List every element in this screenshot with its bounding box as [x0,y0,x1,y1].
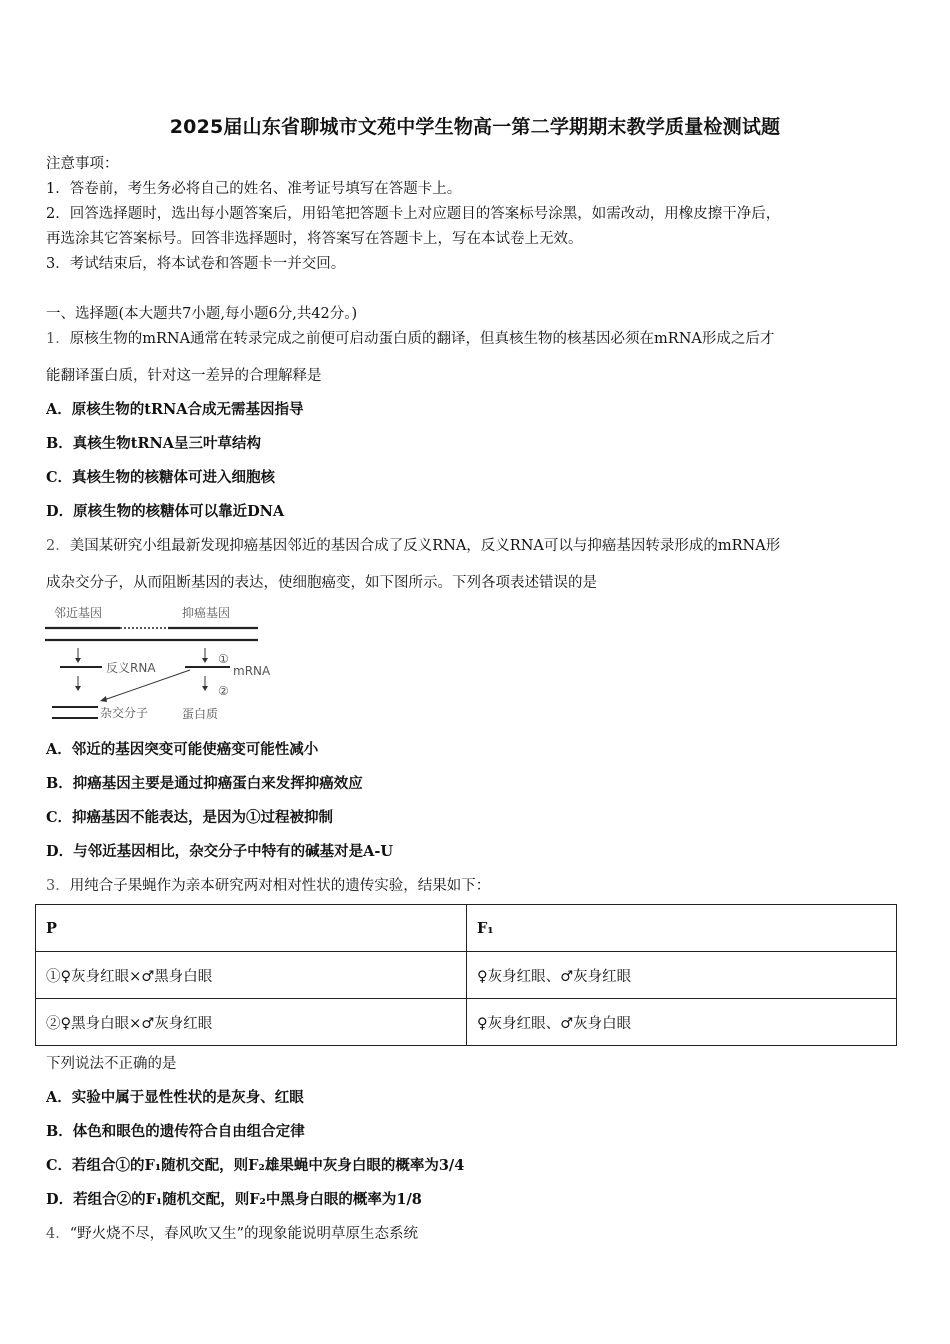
diagram-step-1: ① [218,652,229,666]
question-2-option-d[interactable]: D．与邻近基因相比，杂交分子中特有的碱基对是A-U [46,843,393,860]
question-2-option-a[interactable]: A．邻近的基因突变可能使癌变可能性减小 [46,741,319,758]
page-title: 2025届山东省聊城市文苑中学生物高一第二学期期末教学质量检测试题 [169,116,781,138]
question-1-option-b[interactable]: B．真核生物tRNA呈三叶草结构 [46,435,262,452]
arrowhead [100,696,107,702]
question-text: 美国某研究小组最新发现抑癌基因邻近的基因合成了反义RNA，反义RNA可以与抑癌基因转录形成的mRNA形 [69,538,781,554]
question-3-option-c[interactable]: C．若组合①的F₁随机交配，则F₂雄果蝇中灰身白眼的概率为3/4 [46,1157,465,1174]
table-header-cell: F₁ [467,905,897,952]
question-text: 用纯合子果蝇作为亲本研究两对相对性状的遗传实验，结果如下： [69,878,491,894]
question-1-stem-cont: 能翻译蛋白质，针对这一差异的合理解释是 [46,368,322,384]
diagram-label-neighbor-gene: 邻近基因 [54,606,103,620]
table-cell: ②♀黑身白眼×♂灰身红眼 [36,999,467,1046]
table-cell: ♀灰身红眼、♂灰身白眼 [467,999,897,1046]
notice-heading: 注意事项： [46,156,119,172]
question-3-option-a[interactable]: A．实验中属于显性性状的是灰身、红眼 [46,1089,304,1106]
question-3-prompt: 下列说法不正确的是 [46,1056,177,1072]
diagram-label-mrna: mRNA [233,664,271,678]
table-cell: ①♀灰身红眼×♂黑身白眼 [36,952,467,999]
question-2-stem-cont: 成杂交分子，从而阻断基因的表达，使细胞癌变，如下图所示。下列各项表述错误的是 [46,575,597,591]
diagram-label-antisense-rna: 反义RNA [106,661,156,675]
table-header-cell: P [36,905,467,952]
question-3-option-d[interactable]: D．若组合②的F₁随机交配，则F₂中黑身白眼的概率为1/8 [46,1191,422,1208]
table-header-row [36,905,897,952]
diagram-step-2: ② [218,684,229,698]
gene-expression-diagram [40,600,300,728]
table-row [36,952,897,999]
section-heading: 一、选择题(本大题共7小题,每小题6分,共42分。) [46,306,358,322]
notice-item: 1．答卷前，考生务必将自己的姓名、准考证号填写在答题卡上。 [46,181,462,197]
question-1-stem [46,327,774,348]
notice-item: 3．考试结束后，将本试卷和答题卡一并交回。 [46,256,346,272]
question-2-option-c[interactable]: C．抑癌基因不能表达，是因为①过程被抑制 [46,809,334,826]
notice-item: 再选涂其它答案标号。回答非选择题时，将答案写在答题卡上，写在本试卷上无效。 [46,231,583,247]
question-1-option-a[interactable]: A．原核生物的tRNA合成无需基因指导 [46,401,304,418]
diagram-label-suppressor-gene: 抑癌基因 [182,606,231,620]
arrowhead [202,686,208,691]
question-4-stem [46,1222,418,1243]
question-number: 3． [46,878,70,894]
diagram-label-hybrid: 杂交分子 [100,706,149,720]
table-row [36,999,897,1046]
question-number: 1． [46,331,70,347]
question-number: 4． [46,1226,70,1242]
question-text: 原核生物的mRNA通常在转录完成之前便可启动蛋白质的翻译，但真核生物的核基因必须在mRNA形成之后才 [69,331,775,347]
question-number: 2． [46,538,70,554]
arrowhead [75,658,81,663]
table-cell: ♀灰身红眼、♂灰身红眼 [467,952,897,999]
cross-results-table [35,904,897,1046]
question-2-option-b[interactable]: B．抑癌基因主要是通过抑癌蛋白来发挥抑癌效应 [46,775,363,792]
diagram-label-protein: 蛋白质 [182,707,219,721]
question-3-stem [46,874,490,895]
notice-item: 2．回答选择题时，选出每小题答案后，用铅笔把答题卡上对应题目的答案标号涂黑，如需改动，用橡皮擦干净后， [46,206,781,222]
question-2-stem [46,534,780,555]
question-3-option-b[interactable]: B．体色和眼色的遗传符合自由组合定律 [46,1123,305,1140]
arrowhead [75,686,81,691]
question-1-option-c[interactable]: C．真核生物的核糖体可进入细胞核 [46,469,276,486]
arrowhead [202,658,208,663]
question-1-option-d[interactable]: D．原核生物的核糖体可以靠近DNA [46,503,285,520]
question-text: “野火烧不尽，春风吹又生”的现象能说明草原生态系统 [69,1226,419,1242]
